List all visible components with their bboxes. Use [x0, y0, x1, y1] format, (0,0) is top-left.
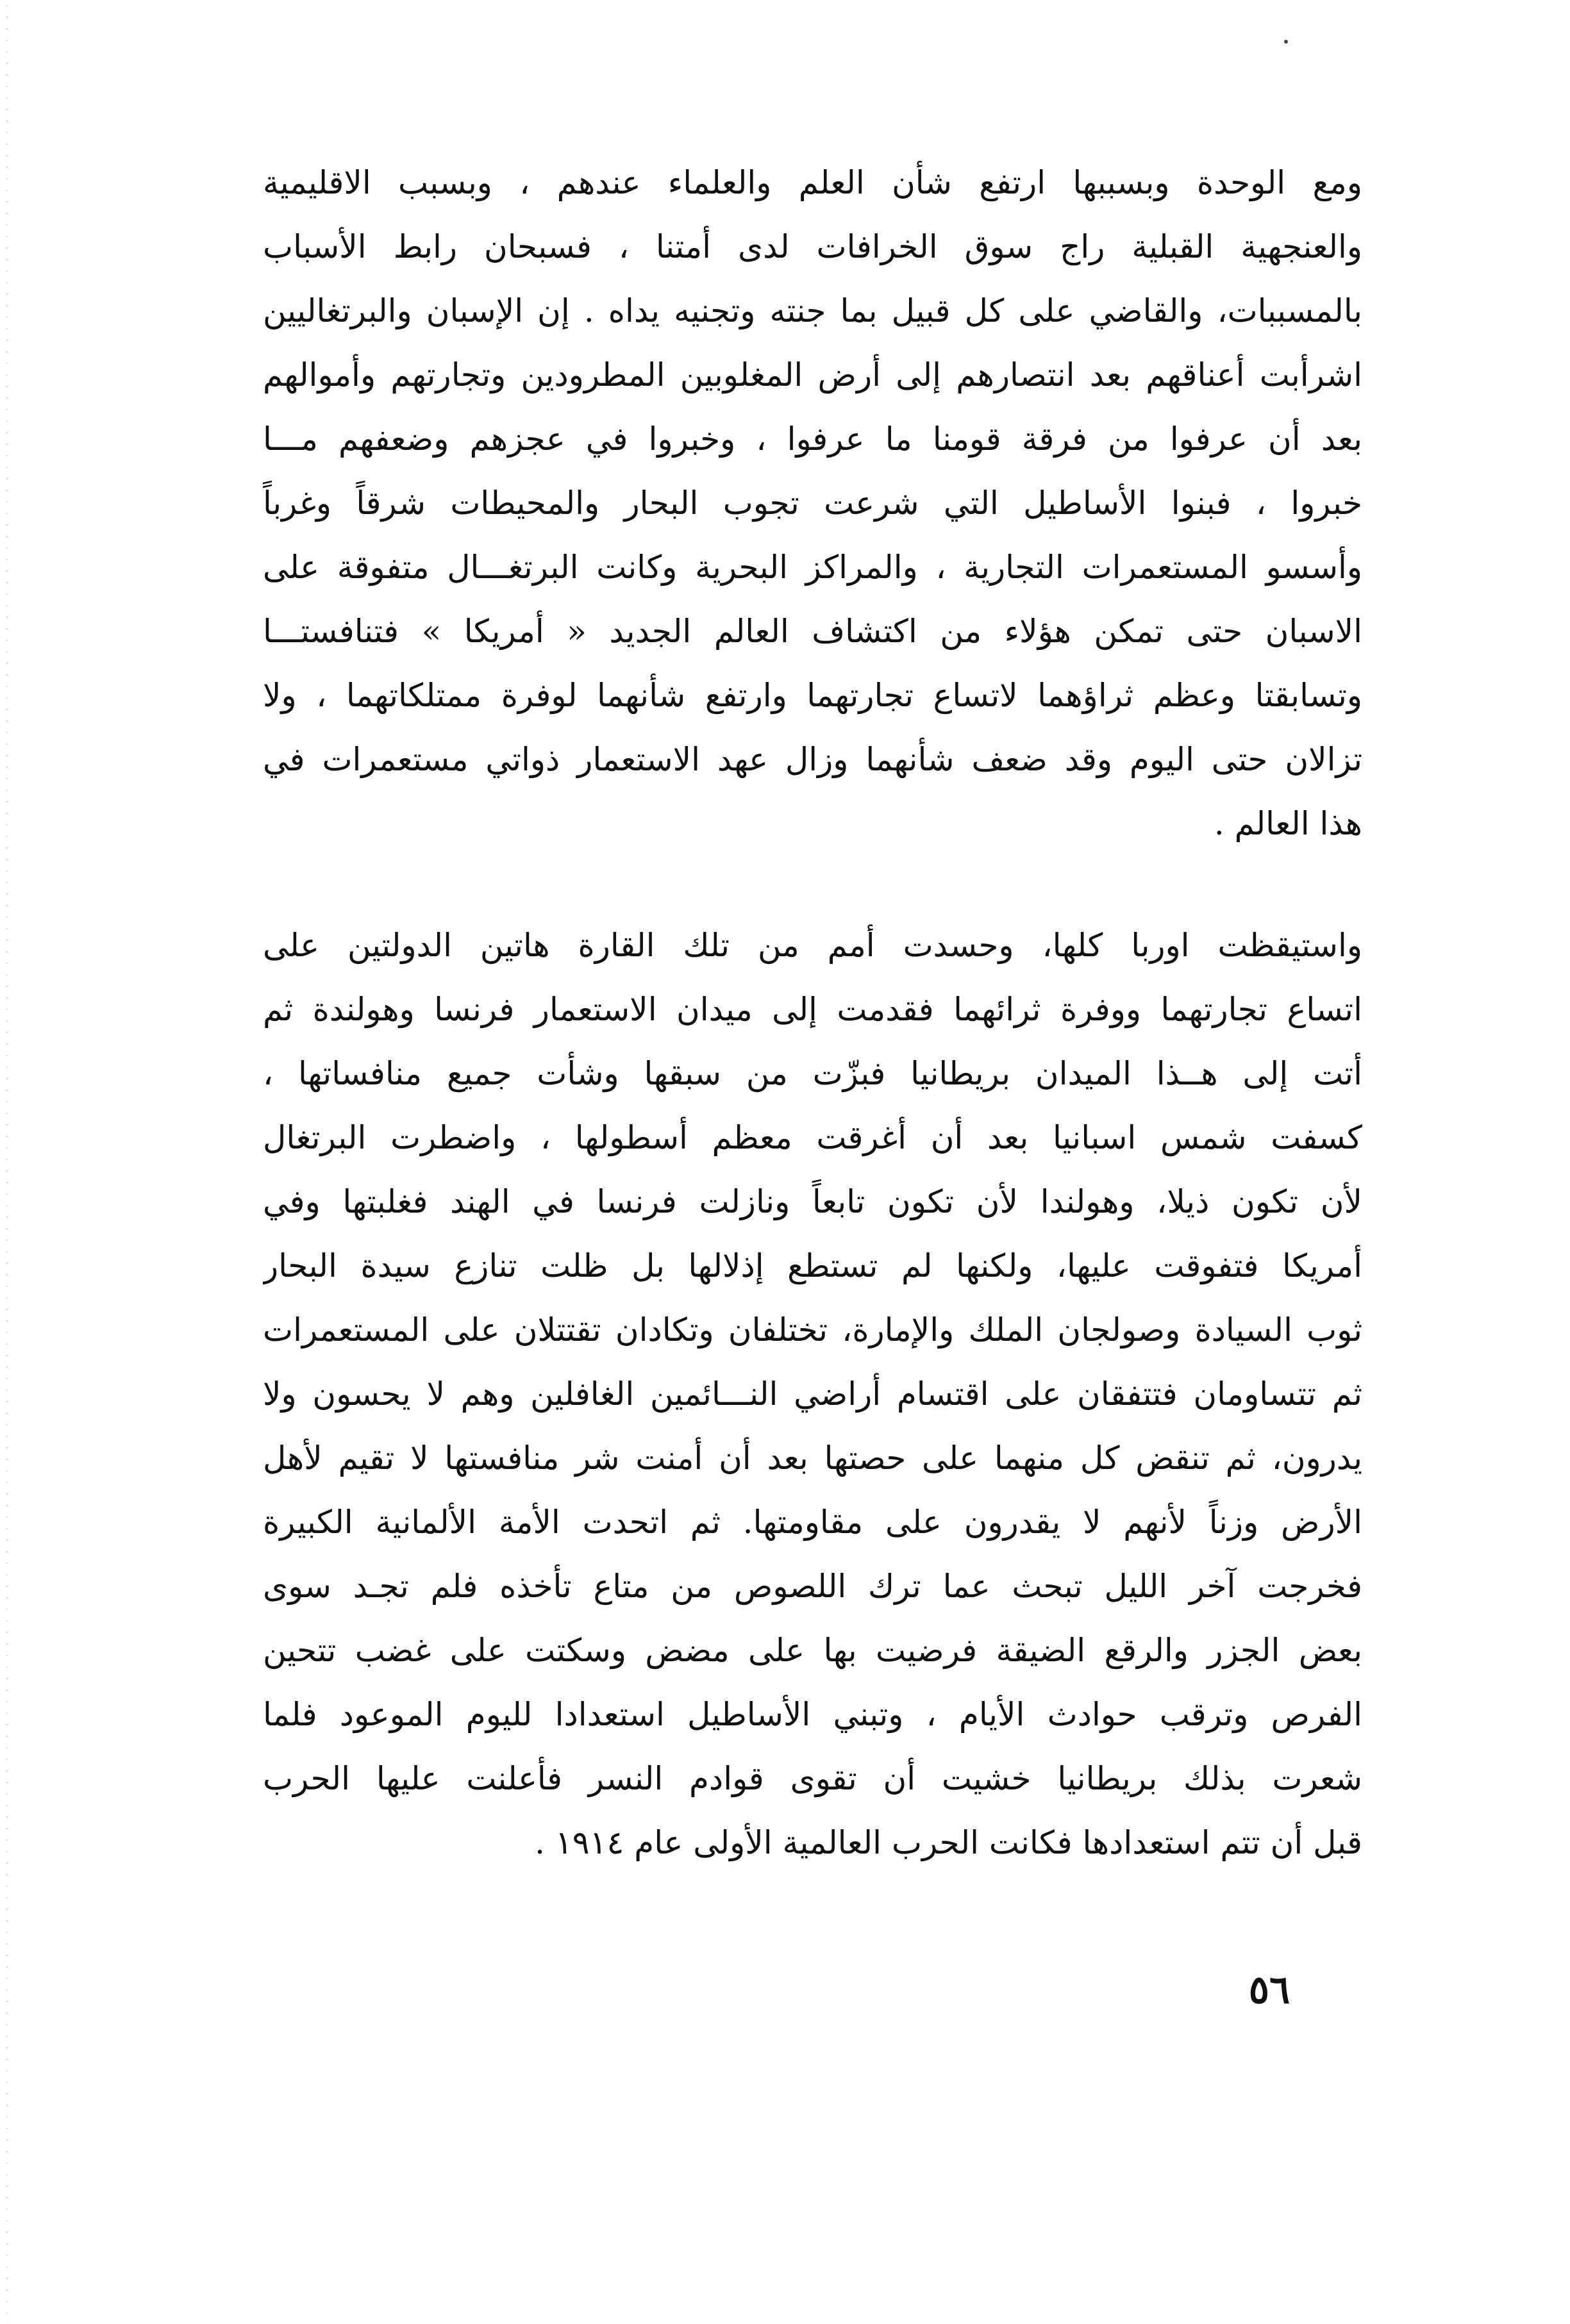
text-line: ومع الوحدة وبسببها ارتفع شأن العلم والعلماء عندهم ، وبسبب الاقليمية [263, 164, 1362, 201]
text-line: هذا العالم . [1214, 805, 1362, 842]
text-line: بعض الجزر والرقع الضيقة فرضيت بها على مضض وسكتت على غضب تتحين [263, 1632, 1362, 1669]
scan-margin-dots [5, 0, 9, 2324]
text-line: بالمسببات، والقاضي على كل قبيل بما جنته وتجنيه يداه . إن الإسبان والبرتغاليين [263, 292, 1362, 329]
text-line: لأن تكون ذيلا، وهولندا لأن تكون تابعاً ونازلت فرنسا في الهند فغلبتها وفي [263, 1183, 1362, 1220]
text-line: الفرص وترقب حوادث الأيام ، وتبني الأساطيل استعدادا لليوم الموعود فلما [263, 1696, 1362, 1733]
text-line: شعرت بذلك بريطانيا خشيت أن تقوى قوادم النسر فأعلنت عليها الحرب [263, 1760, 1362, 1797]
paragraph-1 [263, 151, 1362, 856]
text-line: واستيقظت اوربا كلها، وحسدت أمم من تلك القارة هاتين الدولتين على [263, 927, 1362, 964]
text-line: أتت إلى هــذا الميدان بريطانيا فبزّت من سبقها وشأت جميع منافساتها ، [263, 1055, 1362, 1092]
text-line: اتساع تجارتهما ووفرة ثرائهما فقدمت إلى ميدان الاستعمار فرنسا وهولندة ثم [263, 991, 1362, 1028]
text-line: ثوب السيادة وصولجان الملك والإمارة، تختلفان وتكادان تقتتلان على المستعمرات [263, 1311, 1362, 1349]
text-line: بعد أن عرفوا من فرقة قومنا ما عرفوا ، وخبروا في عجزهم وضعفهم مـــا [263, 420, 1362, 458]
text-line: والعنجهية القبلية راج سوق الخرافات لدى أمتنا ، فسبحان رابط الأسباب [263, 228, 1362, 265]
text-line: قبل أن تتم استعدادها فكانت الحرب العالمية الأولى عام ١٩١٤ . [535, 1824, 1362, 1861]
text-line: ثم تتساومان فتتفقان على اقتسام أراضي النـــائمين الغافلين وهم لا يحسون ولا [263, 1375, 1362, 1413]
text-line: كسفت شمس اسبانيا بعد أن أغرقت معظم أسطولها ، واضطرت البرتغال [263, 1119, 1362, 1156]
text-line: فخرجت آخر الليل تبحث عما ترك اللصوص من متاع تأخذه فلم تجـد سوى [263, 1568, 1362, 1605]
text-line: خبروا ، فبنوا الأساطيل التي شرعت تجوب البحار والمحيطات شرقاً وغرباً [263, 485, 1362, 522]
scan-speck [1284, 40, 1288, 44]
text-line: وأسسو المستعمرات التجارية ، والمراكز البحرية وكانت البرتغـــال متفوقة على [263, 549, 1362, 586]
paragraph-2 [263, 913, 1362, 1875]
page-number: ٥٦ [1248, 1968, 1290, 2013]
text-line: الاسبان حتى تمكن هؤلاء من اكتشاف العالم الجديد « أمريكا » فتنافستـــا [263, 613, 1362, 650]
text-line: اشرأبت أعناقهم بعد انتصارهم إلى أرض المغلوبين المطرودين وتجارتهم وأموالهم [263, 356, 1362, 394]
text-line: يدرون، ثم تنقض كل منهما على حصتها بعد أن أمنت شر منافستها لا تقيم لأهل [263, 1440, 1362, 1477]
text-line: الأرض وزناً لأنهم لا يقدرون على مقاومتها. ثم اتحدت الأمة الألمانية الكبيرة [263, 1504, 1362, 1541]
text-line: وتسابقتا وعظم ثراؤهما لاتساع تجارتهما وارتفع شأنهما لوفرة ممتلكاتهما ، ولا [263, 677, 1362, 714]
text-line: تزالان حتى اليوم وقد ضعف شأنهما وزال عهد الاستعمار ذواتي مستعمرات في [263, 741, 1362, 778]
text-line: أمريكا فتفوقت عليها، ولكنها لم تستطع إذلالها بل ظلت تنازع سيدة البحار [263, 1247, 1362, 1284]
